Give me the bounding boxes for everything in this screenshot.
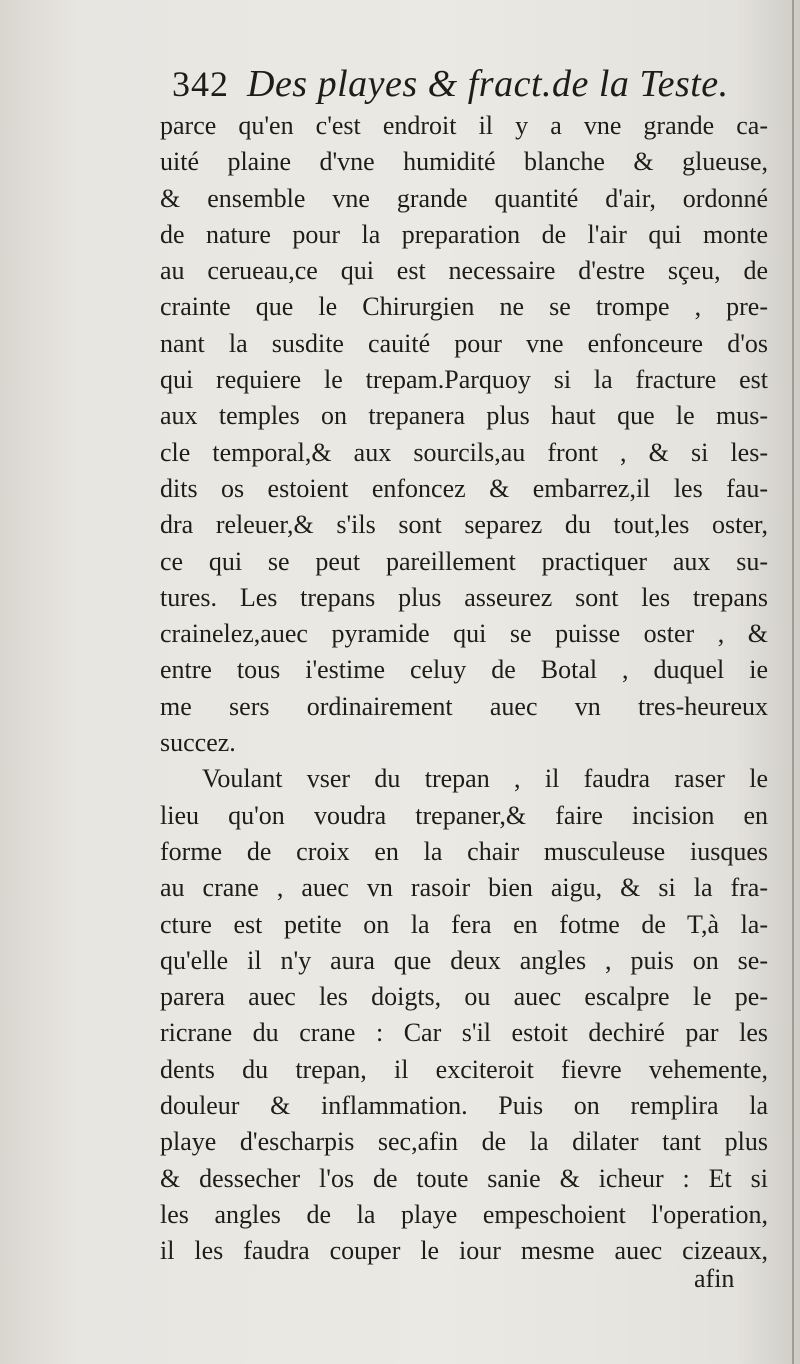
- text-line: parce qu'en c'est endroit il y a vne grande ca-: [160, 111, 768, 140]
- text-line: ricrane du crane : Car s'il estoit dechiré par les: [160, 1018, 768, 1048]
- text-line: entre tous i'estime celuy de Botal , duquel ie: [160, 655, 768, 685]
- paragraph-start-line: Voulant vser du trepan , il faudra raser le: [202, 764, 768, 794]
- text-line: tures. Les trepans plus asseurez sont les trepans: [160, 582, 768, 612]
- text-line: les angles de la playe empeschoient l'operation,: [160, 1199, 768, 1229]
- text-line: crainte que le Chirurgien ne se trompe , pre-: [160, 292, 768, 322]
- text-line: forme de croix en la chair musculeuse iusques: [160, 836, 768, 866]
- text-line: lieu qu'on voudra trepaner,& faire incision en: [160, 800, 768, 830]
- text-line: douleur & inflammation. Puis on remplira la: [160, 1091, 768, 1121]
- text-line: aux temples on trepanera plus haut que le mus-: [160, 401, 768, 431]
- text-line: dra releuer,& s'ils sont separez du tout,les oster,: [160, 510, 768, 540]
- text-line: & ensemble vne grande quantité d'air, ordonné: [160, 183, 768, 213]
- text-line: dits os estoient enfoncez & embarrez,il les fau-: [160, 473, 768, 503]
- text-line: il les faudra couper le iour mesme auec cizeaux,: [160, 1236, 768, 1266]
- text-line: cture est petite on la fera en fotme de T,à la-: [160, 909, 768, 939]
- text-line: parera auec les doigts, ou auec escalpre le pe-: [160, 982, 768, 1012]
- text-line: dents du trepan, il exciteroit fievre vehemente,: [160, 1054, 768, 1084]
- text-line: nant la susdite cauité pour vne enfonceure d'os: [160, 328, 768, 358]
- text-line: qui requiere le trepam.Parquoy si la fracture est: [160, 365, 768, 395]
- text-line: succez.: [160, 728, 236, 758]
- text-line: ce qui se peut pareillement practiquer aux su-: [160, 546, 768, 576]
- body-text: [160, 108, 768, 1270]
- text-line: cle temporal,& aux sourcils,au front , & si les-: [160, 437, 768, 467]
- page-header: [172, 62, 772, 114]
- text-line: crainelez,auec pyramide qui se puisse oster , &: [160, 619, 768, 649]
- text-line: qu'elle il n'y aura que deux angles , puis on se-: [160, 945, 768, 975]
- text-line: playe d'escharpis sec,afin de la dilater tant plus: [160, 1127, 768, 1157]
- page-edge-shadow: [792, 0, 794, 1364]
- text-line: de nature pour la preparation de l'air qui monte: [160, 219, 768, 249]
- text-line: au cerueau,ce qui est necessaire d'estre sçeu, de: [160, 256, 768, 286]
- page-number: 342: [172, 64, 229, 104]
- text-line: me sers ordinairement auec vn tres-heureux: [160, 691, 768, 721]
- text-line: au crane , auec vn rasoir bien aigu, & si la fra-: [160, 873, 768, 903]
- running-head: Des playes & fract.de la Teste.: [247, 63, 729, 105]
- text-line: & dessecher l'os de toute sanie & icheur : Et si: [160, 1163, 768, 1193]
- catchword: afin: [694, 1264, 735, 1293]
- text-line: uité plaine d'vne humidité blanche & glueuse,: [160, 147, 768, 177]
